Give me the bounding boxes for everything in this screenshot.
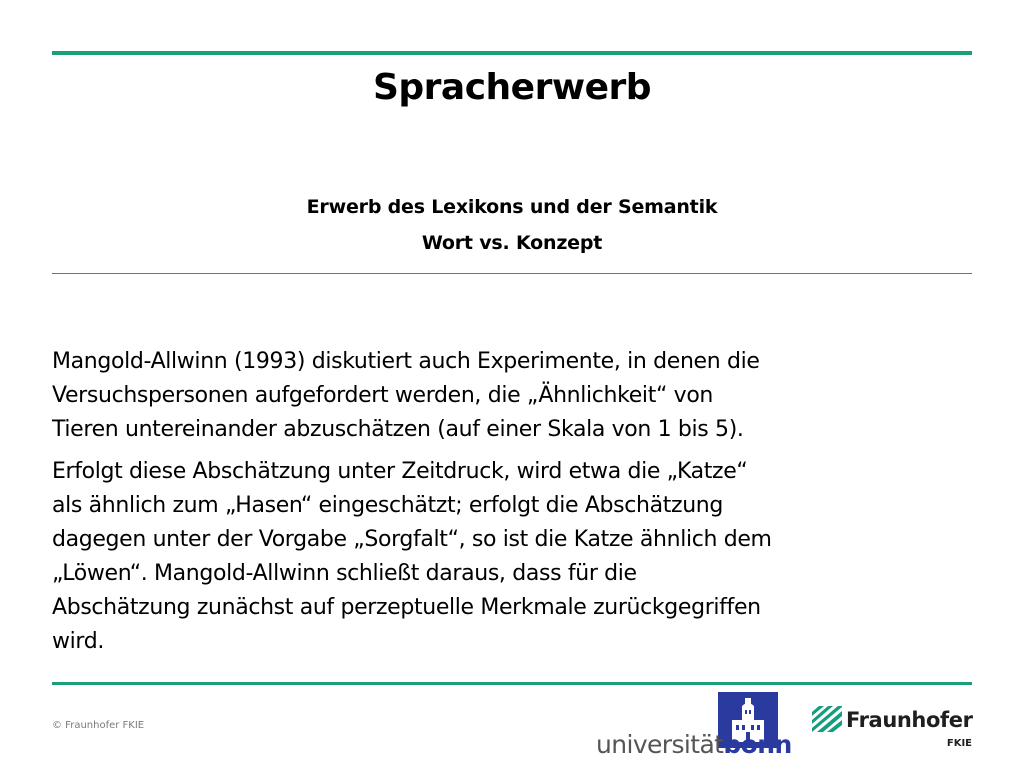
slide-subtitle-topic: Erwerb des Lexikons und der Semantik [306, 196, 718, 218]
copyright-notice: © Fraunhofer FKIE [52, 720, 145, 731]
bonn-wordmark-name: bonn [723, 730, 792, 759]
footer-divider [52, 682, 972, 685]
slide-body [52, 345, 972, 667]
fraunhofer-logo [812, 706, 974, 754]
fraunhofer-wordmark: Fraunhofer [846, 708, 973, 732]
slide-subtitle-focus: Wort vs. Konzept [421, 232, 603, 254]
body-paragraph: Erfolgt diese Abschätzung unter Zeitdruck, wird etwa die „Katze“ als ähnlich zum „Hasen“ eingeschätzt; erfolgt die Abschätzung dagegen unter der Vorgabe „Sorgfalt“, so ist die Katze ähnlich dem „Löwen“. Mangold-Allwinn schließt daraus, dass für die Abschätzung zunächst auf perzeptuelle Merkmale zurückgegriffen wird. [52, 459, 772, 654]
slide-title: Spracherwerb [372, 67, 652, 108]
university-bonn-logo [596, 692, 792, 762]
fraunhofer-institute-label: FKIE [946, 738, 972, 749]
top-divider [52, 51, 972, 55]
body-paragraph: Mangold-Allwinn (1993) diskutiert auch Experimente, in denen die Versuchspersonen aufgefordert werden, die „Ähnlichkeit“ von Tieren untereinander abzuschätzen (auf einer Skala von 1 bis 5). [52, 349, 760, 442]
bonn-wordmark [596, 730, 792, 760]
bonn-wordmark-prefix: universität [596, 730, 724, 759]
header-divider [52, 273, 972, 274]
fraunhofer-stripes-icon [812, 706, 842, 732]
